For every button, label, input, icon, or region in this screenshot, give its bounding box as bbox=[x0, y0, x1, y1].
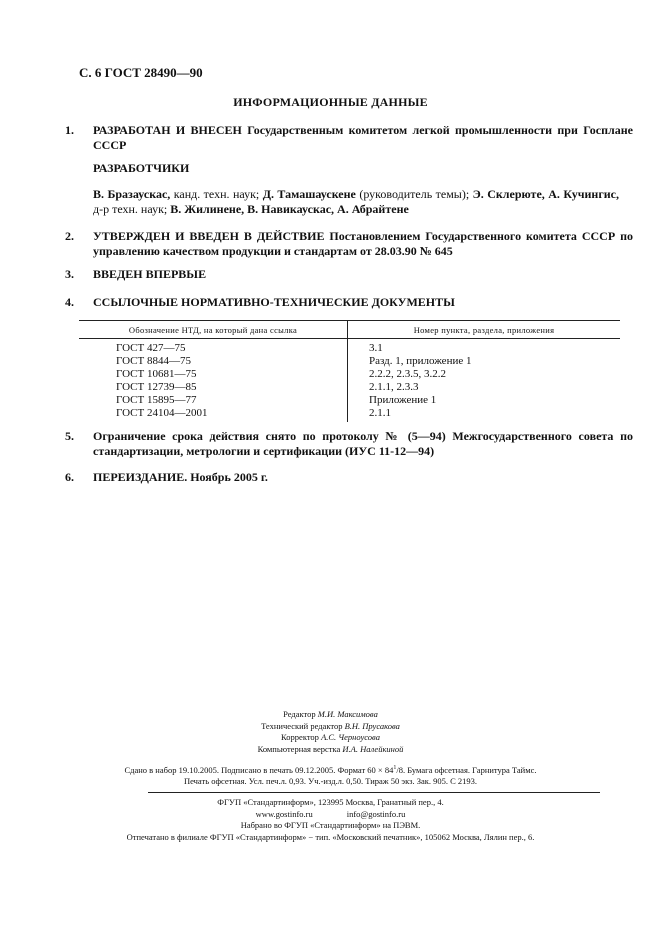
editor-label: Редактор bbox=[283, 709, 318, 719]
layout-name: И.А. Налейкиной bbox=[342, 743, 404, 754]
table-row-doc: ГОСТ 427—75 bbox=[116, 342, 186, 354]
table-row-doc: ГОСТ 12739—85 bbox=[116, 381, 197, 393]
developer-3: Э. Склерюте, А. Кучингис, bbox=[472, 187, 620, 201]
table-header-reference: Номер пункта, раздела, приложения bbox=[348, 321, 621, 339]
page-title: ИНФОРМАЦИОННЫЕ ДАННЫЕ bbox=[233, 95, 428, 109]
format-superscript: 1 bbox=[393, 765, 397, 771]
table-row-ref: 2.2.2, 2.3.5, 3.2.2 bbox=[369, 368, 446, 380]
section-6 bbox=[65, 470, 633, 485]
print-details bbox=[0, 763, 661, 788]
imprint-credits bbox=[0, 709, 661, 755]
website-link[interactable]: www.gostinfo.ru bbox=[255, 808, 313, 819]
developer-2-role: (руководитель темы); bbox=[355, 187, 473, 201]
table-header-row bbox=[79, 321, 620, 339]
developer-4: В. Жилинене, В. Навикаускас, А. Абрайтене bbox=[170, 202, 409, 216]
table-body bbox=[79, 339, 620, 423]
table-refs-cell bbox=[348, 339, 621, 423]
section-1-number: 1. bbox=[65, 123, 74, 137]
table-row-ref: Разд. 1, приложение 1 bbox=[369, 355, 472, 367]
section-4-number: 4. bbox=[65, 295, 74, 309]
developer-2: Д. Тамашаускене bbox=[262, 187, 356, 201]
publisher-contacts bbox=[0, 809, 661, 821]
section-6-number: 6. bbox=[65, 470, 74, 484]
section-5 bbox=[65, 429, 633, 459]
references-table bbox=[79, 320, 620, 422]
print-line-1-text: Сдано в набор 19.10.2005. Подписано в печать 09.12.2005. Формат 60 × 84 bbox=[124, 764, 394, 775]
proofreader-name: А.С. Черноусова bbox=[321, 732, 380, 742]
section-1 bbox=[65, 123, 633, 153]
section-1-text: РАЗРАБОТАН И ВНЕСЕН Государственным комитетом легкой промышленности при Госплане СССР bbox=[93, 123, 633, 152]
section-3 bbox=[65, 267, 633, 282]
section-5-number: 5. bbox=[65, 429, 74, 443]
print-line-1-tail: . Бумага офсетная. Гарнитура Таймс. bbox=[402, 764, 537, 775]
table-row-ref: Приложение 1 bbox=[369, 394, 437, 406]
section-6-text: ПЕРЕИЗДАНИЕ. Ноябрь 2005 г. bbox=[93, 470, 268, 484]
page-header: С. 6 ГОСТ 28490—90 bbox=[79, 65, 203, 80]
developer-1: В. Бразаускас, bbox=[93, 187, 171, 201]
section-2-number: 2. bbox=[65, 229, 74, 243]
section-2-text: УТВЕРЖДЕН И ВВЕДЕН В ДЕЙСТВИЕ Постановлением Государственного комитета СССР по управлению качеством продукции и стандартам от 28.03.90 № 645 bbox=[93, 229, 633, 258]
print-line-2: Печать офсетная. Усл. печ.л. 0,93. Уч.-изд.л. 0,50. Тираж 50 экз. Зак. 905. С 2193. bbox=[183, 776, 478, 787]
section-2 bbox=[65, 229, 633, 259]
format-denominator: /8 bbox=[396, 764, 403, 775]
table-row-doc: ГОСТ 24104—2001 bbox=[116, 407, 208, 419]
credit-proofreader bbox=[0, 732, 661, 744]
publisher-address: ФГУП «Стандартинформ», 123995 Москва, Гранатный пер., 4. bbox=[217, 797, 444, 807]
table-row-ref: 3.1 bbox=[369, 342, 383, 354]
table-row-doc: ГОСТ 10681—75 bbox=[116, 368, 197, 380]
printer-info: Отпечатано в филиале ФГУП «Стандартинформ» − тип. «Московский печатник», 105062 Москва, Лялин пер., 6. bbox=[126, 831, 535, 842]
developers-heading: РАЗРАБОТЧИКИ bbox=[93, 161, 190, 175]
table-header-document: Обозначение НТД, на который дана ссылка bbox=[79, 321, 348, 339]
developer-1-role: канд. техн. наук; bbox=[170, 187, 263, 201]
tech-editor-label: Технический редактор bbox=[261, 720, 345, 731]
print-line-1 bbox=[0, 763, 661, 776]
table-row-doc: ГОСТ 8844—75 bbox=[116, 355, 191, 367]
typeset-info: Набрано во ФГУП «Стандартинформ» на ПЭВМ. bbox=[240, 820, 421, 830]
credit-layout bbox=[0, 744, 661, 756]
table-row-ref: 2.1.1 bbox=[369, 407, 391, 419]
tech-editor-name: В.Н. Прусакова bbox=[344, 720, 400, 731]
section-3-text: ВВЕДЕН ВПЕРВЫЕ bbox=[93, 267, 207, 281]
section-3-number: 3. bbox=[65, 267, 74, 281]
layout-label: Компьютерная верстка bbox=[257, 743, 343, 754]
editor-name: М.И. Максимова bbox=[317, 709, 378, 719]
developer-3-role: д-р техн. наук; bbox=[93, 202, 171, 216]
email-link[interactable]: info@gostinfo.ru bbox=[346, 808, 406, 819]
developers-list bbox=[79, 187, 619, 217]
credit-editor bbox=[0, 709, 661, 721]
section-4 bbox=[65, 295, 633, 310]
section-4-text: ССЫЛОЧНЫЕ НОРМАТИВНО-ТЕХНИЧЕСКИЕ ДОКУМЕНТЫ bbox=[93, 295, 455, 309]
credit-tech-editor bbox=[0, 721, 661, 733]
table-row-doc: ГОСТ 15895—77 bbox=[116, 394, 197, 406]
divider bbox=[148, 792, 600, 793]
table-docs-cell bbox=[79, 339, 348, 423]
section-5-text: Ограничение срока действия снято по протоколу № (5—94) Межгосударственного совета по стандартизации, метрологии и сертификации (ИУС 11-12—94) bbox=[93, 429, 633, 458]
proofreader-label: Корректор bbox=[281, 732, 322, 742]
table-row-ref: 2.1.1, 2.3.3 bbox=[369, 381, 419, 393]
publisher-info bbox=[0, 797, 661, 843]
